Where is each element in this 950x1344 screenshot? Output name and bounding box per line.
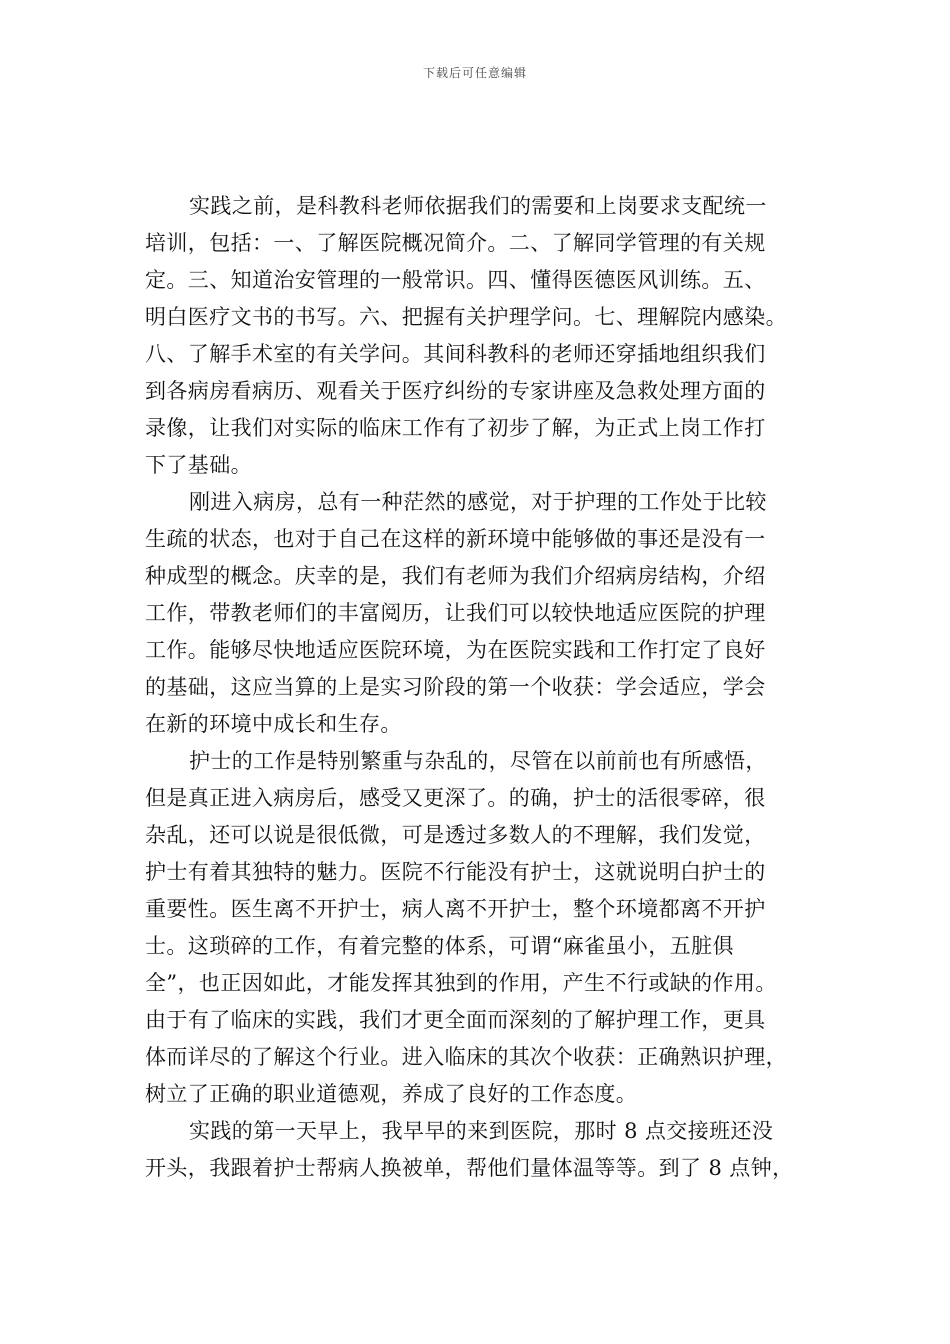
text-line: 重要性。医生离不开护士，病人离不开护士，整个环境都离不开护 [145,897,766,921]
text-line: 明白医疗文书的书写。六、把握有关护理学问。七、理解院内感染。 [145,305,787,329]
text-line: 士。这琐碎的工作，有着完整的体系，可谓“麻雀虽小，五脏俱 [145,934,734,958]
paragraph [145,743,825,1113]
text-line: 工作，带教老师们的丰富阅历，让我们可以较快地适应医院的护理 [145,601,766,625]
text-line: 护士有着其独特的魅力。医院不行能没有护士，这就说明白护士的 [145,860,766,884]
paragraph [145,1113,825,1187]
page-header: 下载后可任意编辑 [422,66,527,80]
text-line: 杂乱，还可以说是很低微，可是透过多数人的不理解，我们发觉， [145,823,766,847]
text-line: 护士的工作是特别繁重与杂乱的，尽管在以前前也有所感悟， [189,749,767,773]
text-line: 实践的第一天早上，我早早的来到医院，那时 8 点交接班还没 [189,1119,774,1143]
text-line: 全”，也正因如此，才能发挥其独到的作用，产生不行或缺的作用。 [145,971,777,995]
text-line: 八、了解手术室的有关学问。其间科教科的老师还穿插地组织我们 [145,342,766,366]
text-line: 录像，让我们对实际的临床工作有了初步了解，为正式上岗工作打 [145,416,766,440]
text-line: 刚进入病房，总有一种茫然的感觉，对于护理的工作处于比较 [189,490,767,514]
text-line: 实践之前，是科教科老师依据我们的需要和上岗要求支配统一 [189,194,767,218]
paragraph [145,484,825,743]
document-body [145,188,825,1187]
text-line: 但是真正进入病房后，感受又更深了。的确，护士的活很零碎，很 [145,786,766,810]
text-line: 体而详尽的了解这个行业。进入临床的其次个收获：正确熟识护理， [145,1045,787,1069]
text-line: 由于有了临床的实践，我们才更全面而深刻的了解护理工作，更具 [145,1008,766,1032]
text-line: 工作。能够尽快地适应医院环境，为在医院实践和工作打定了良好 [145,638,766,662]
text-line: 树立了正确的职业道德观，养成了良好的工作态度。 [145,1082,638,1106]
paragraph [145,188,825,484]
text-line: 到各病房看病历、观看关于医疗纠纷的专家讲座及急救处理方面的 [145,379,766,403]
text-line: 种成型的概念。庆幸的是，我们有老师为我们介绍病房结构，介绍 [145,564,766,588]
text-line: 定。三、知道治安管理的一般常识。四、懂得医德医风训练。五、 [145,268,766,292]
text-line: 下了基础。 [145,453,252,477]
text-line: 的基础，这应当算的上是实习阶段的第一个收获：学会适应，学会 [145,675,766,699]
text-line: 开头，我跟着护士帮病人换被单，帮他们量体温等等。到了 8 点钟， [145,1156,794,1180]
text-line: 培训，包括：一、了解医院概况简介。二、了解同学管理的有关规 [145,231,766,255]
text-line: 生疏的状态，也对于自己在这样的新环境中能够做的事还是没有一 [145,527,766,551]
text-line: 在新的环境中成长和生存。 [145,712,402,736]
